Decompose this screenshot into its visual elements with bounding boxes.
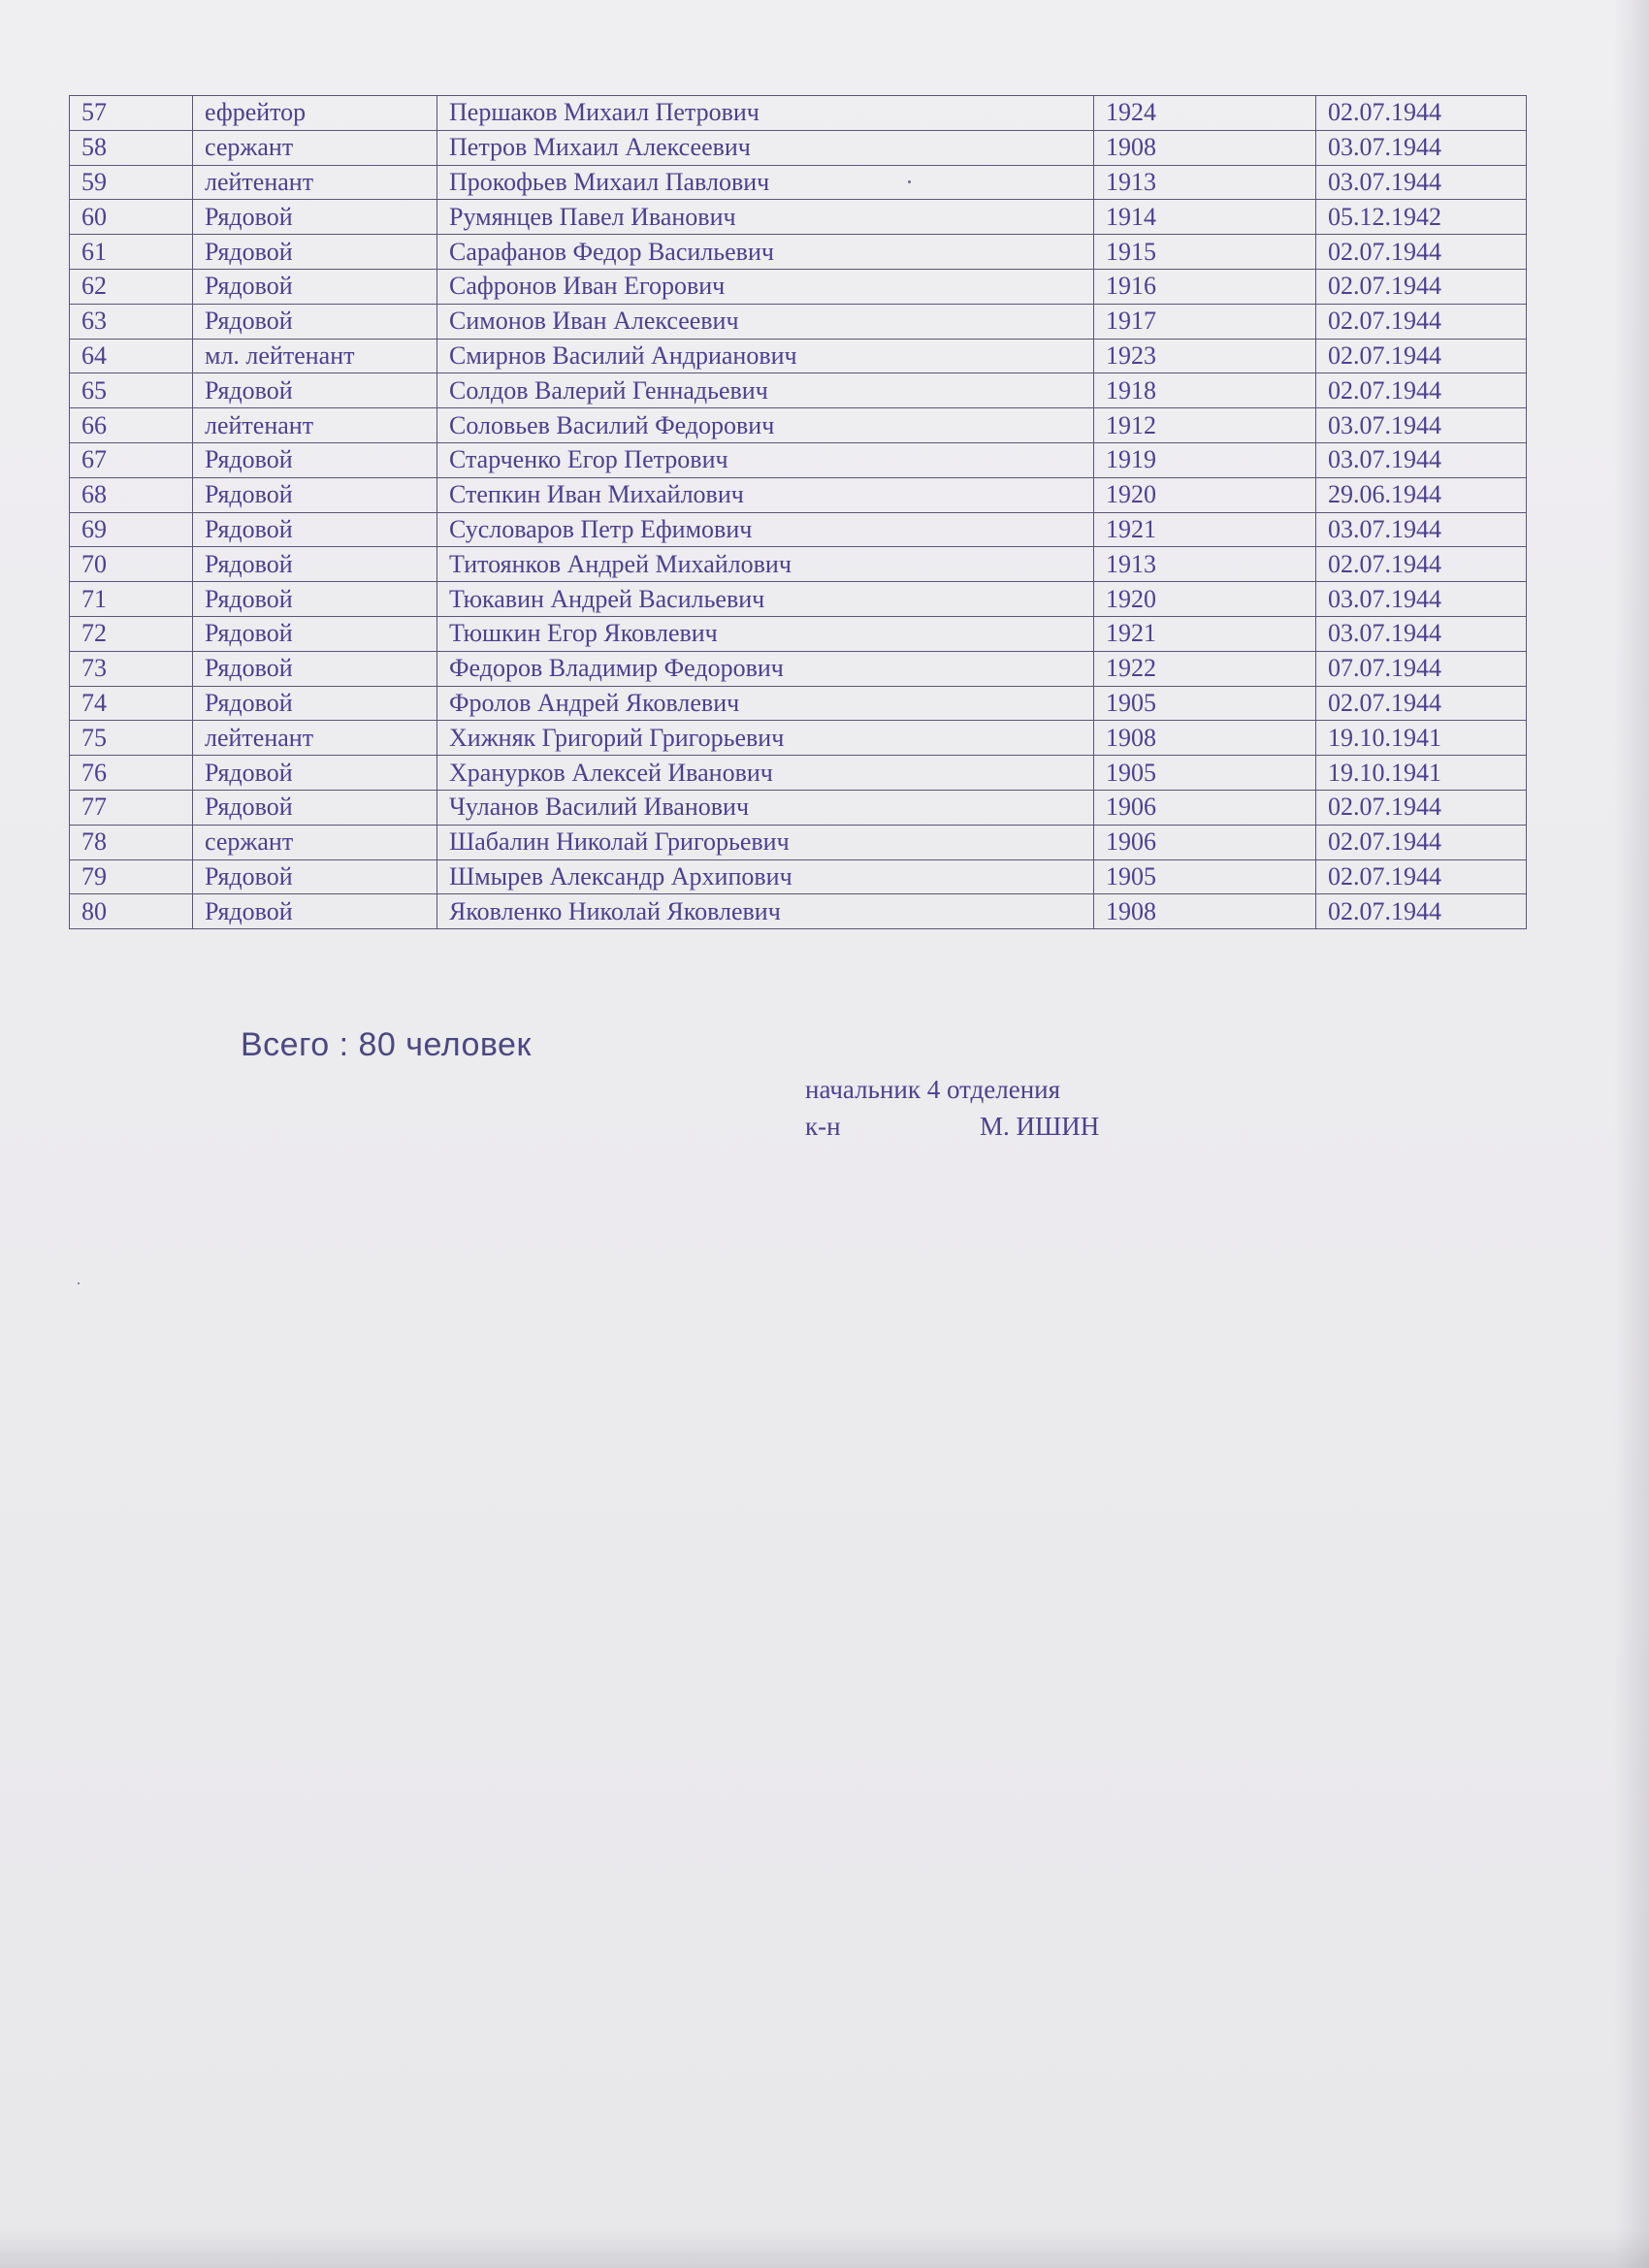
cell-birth-year: 1920: [1094, 582, 1316, 617]
cell-full-name: Хранурков Алексей Иванович: [437, 756, 1094, 791]
paper-speck: [908, 180, 911, 183]
cell-birth-year: 1916: [1094, 269, 1316, 304]
cell-rank: Рядовой: [193, 894, 437, 929]
cell-birth-year: 1919: [1094, 442, 1316, 477]
cell-date: 02.07.1944: [1316, 859, 1527, 894]
cell-rank: мл. лейтенант: [193, 339, 437, 373]
cell-birth-year: 1908: [1094, 130, 1316, 165]
cell-rank: Рядовой: [193, 512, 437, 547]
table-row: [70, 859, 1527, 894]
cell-full-name: Титоянков Андрей Михайлович: [437, 547, 1094, 582]
cell-number: 77: [70, 790, 193, 825]
cell-date: 02.07.1944: [1316, 339, 1527, 373]
cell-date: 07.07.1944: [1316, 651, 1527, 686]
cell-number: 73: [70, 651, 193, 686]
cell-rank: Рядовой: [193, 477, 437, 512]
table-row: [70, 721, 1527, 756]
cell-full-name: Шабалин Николай Григорьевич: [437, 825, 1094, 859]
cell-full-name: Симонов Иван Алексеевич: [437, 304, 1094, 339]
cell-full-name: Смирнов Василий Андрианович: [437, 339, 1094, 373]
table-row: [70, 165, 1527, 200]
cell-full-name: Петров Михаил Алексеевич: [437, 130, 1094, 165]
table-row: [70, 512, 1527, 547]
table-row: [70, 373, 1527, 408]
cell-rank: Рядовой: [193, 859, 437, 894]
signature-rank: к-н: [805, 1112, 841, 1141]
cell-full-name: Румянцев Павел Иванович: [437, 200, 1094, 235]
cell-number: 64: [70, 339, 193, 373]
personnel-roster-table: [69, 95, 1527, 929]
cell-rank: Рядовой: [193, 442, 437, 477]
cell-date: 03.07.1944: [1316, 408, 1527, 443]
cell-date: 03.07.1944: [1316, 442, 1527, 477]
table-row: [70, 442, 1527, 477]
cell-birth-year: 1922: [1094, 651, 1316, 686]
cell-full-name: Фролов Андрей Яковлевич: [437, 686, 1094, 721]
cell-birth-year: 1912: [1094, 408, 1316, 443]
cell-birth-year: 1905: [1094, 859, 1316, 894]
cell-birth-year: 1905: [1094, 686, 1316, 721]
cell-date: 29.06.1944: [1316, 477, 1527, 512]
cell-number: 65: [70, 373, 193, 408]
cell-full-name: Яковленко Николай Яковлевич: [437, 894, 1094, 929]
signature-name: М. ИШИН: [980, 1112, 1100, 1141]
cell-rank: Рядовой: [193, 269, 437, 304]
cell-date: 05.12.1942: [1316, 200, 1527, 235]
cell-rank: Рядовой: [193, 235, 437, 270]
cell-date: 02.07.1944: [1316, 547, 1527, 582]
table-row: [70, 96, 1527, 131]
cell-rank: сержант: [193, 825, 437, 859]
cell-birth-year: 1920: [1094, 477, 1316, 512]
cell-number: 58: [70, 130, 193, 165]
table-row: [70, 130, 1527, 165]
table-row: [70, 477, 1527, 512]
cell-rank: Рядовой: [193, 304, 437, 339]
cell-birth-year: 1918: [1094, 373, 1316, 408]
cell-number: 57: [70, 96, 193, 131]
cell-rank: сержант: [193, 130, 437, 165]
cell-number: 76: [70, 756, 193, 791]
cell-birth-year: 1906: [1094, 825, 1316, 859]
cell-number: 70: [70, 547, 193, 582]
cell-birth-year: 1908: [1094, 894, 1316, 929]
table-row: [70, 756, 1527, 791]
cell-date: 03.07.1944: [1316, 616, 1527, 651]
cell-birth-year: 1914: [1094, 200, 1316, 235]
table-row: [70, 304, 1527, 339]
cell-full-name: Першаков Михаил Петрович: [437, 96, 1094, 131]
cell-rank: Рядовой: [193, 756, 437, 791]
cell-number: 59: [70, 165, 193, 200]
table-row: [70, 825, 1527, 859]
cell-full-name: Шмырев Александр Архипович: [437, 859, 1094, 894]
table-row: [70, 200, 1527, 235]
roster-table-body: [70, 96, 1527, 929]
cell-date: 19.10.1941: [1316, 721, 1527, 756]
cell-date: 03.07.1944: [1316, 165, 1527, 200]
table-row: [70, 408, 1527, 443]
cell-birth-year: 1908: [1094, 721, 1316, 756]
cell-number: 63: [70, 304, 193, 339]
cell-rank: Рядовой: [193, 651, 437, 686]
table-row: [70, 651, 1527, 686]
table-row: [70, 339, 1527, 373]
cell-date: 03.07.1944: [1316, 582, 1527, 617]
cell-full-name: Прокофьев Михаил Павлович: [437, 165, 1094, 200]
cell-number: 69: [70, 512, 193, 547]
cell-full-name: Федоров Владимир Федорович: [437, 651, 1094, 686]
cell-birth-year: 1923: [1094, 339, 1316, 373]
cell-full-name: Сарафанов Федор Васильевич: [437, 235, 1094, 270]
cell-rank: лейтенант: [193, 721, 437, 756]
cell-number: 71: [70, 582, 193, 617]
cell-full-name: Степкин Иван Михайлович: [437, 477, 1094, 512]
cell-rank: ефрейтор: [193, 96, 437, 131]
cell-date: 02.07.1944: [1316, 894, 1527, 929]
cell-rank: лейтенант: [193, 408, 437, 443]
cell-birth-year: 1905: [1094, 756, 1316, 791]
cell-number: 66: [70, 408, 193, 443]
cell-rank: Рядовой: [193, 582, 437, 617]
cell-number: 61: [70, 235, 193, 270]
cell-birth-year: 1913: [1094, 547, 1316, 582]
cell-date: 02.07.1944: [1316, 269, 1527, 304]
table-row: [70, 686, 1527, 721]
cell-full-name: Сусловаров Петр Ефимович: [437, 512, 1094, 547]
cell-date: 19.10.1941: [1316, 756, 1527, 791]
cell-number: 60: [70, 200, 193, 235]
table-row: [70, 616, 1527, 651]
cell-date: 02.07.1944: [1316, 235, 1527, 270]
cell-rank: Рядовой: [193, 547, 437, 582]
cell-number: 74: [70, 686, 193, 721]
cell-full-name: Соловьев Василий Федорович: [437, 408, 1094, 443]
cell-date: 03.07.1944: [1316, 512, 1527, 547]
cell-birth-year: 1921: [1094, 512, 1316, 547]
cell-full-name: Солдов Валерий Геннадьевич: [437, 373, 1094, 408]
cell-date: 03.07.1944: [1316, 130, 1527, 165]
cell-date: 02.07.1944: [1316, 825, 1527, 859]
cell-full-name: Чуланов Василий Иванович: [437, 790, 1094, 825]
cell-date: 02.07.1944: [1316, 686, 1527, 721]
cell-number: 80: [70, 894, 193, 929]
cell-rank: Рядовой: [193, 373, 437, 408]
cell-rank: Рядовой: [193, 200, 437, 235]
cell-number: 68: [70, 477, 193, 512]
cell-rank: лейтенант: [193, 165, 437, 200]
cell-full-name: Тюкавин Андрей Васильевич: [437, 582, 1094, 617]
page-edge-shadow: [1614, 0, 1649, 2268]
cell-full-name: Тюшкин Егор Яковлевич: [437, 616, 1094, 651]
table-row: [70, 235, 1527, 270]
cell-birth-year: 1915: [1094, 235, 1316, 270]
cell-birth-year: 1924: [1094, 96, 1316, 131]
cell-rank: Рядовой: [193, 686, 437, 721]
cell-date: 02.07.1944: [1316, 373, 1527, 408]
cell-number: 79: [70, 859, 193, 894]
total-count: Всего : 80 человек: [241, 1026, 532, 1063]
cell-birth-year: 1917: [1094, 304, 1316, 339]
table-row: [70, 547, 1527, 582]
signature-title: начальник 4 отделения: [805, 1075, 1061, 1104]
page-bottom-shadow: [0, 2229, 1649, 2268]
cell-full-name: Старченко Егор Петрович: [437, 442, 1094, 477]
cell-birth-year: 1921: [1094, 616, 1316, 651]
cell-date: 02.07.1944: [1316, 96, 1527, 131]
cell-number: 72: [70, 616, 193, 651]
cell-rank: Рядовой: [193, 790, 437, 825]
table-row: [70, 894, 1527, 929]
cell-date: 02.07.1944: [1316, 790, 1527, 825]
cell-full-name: Сафронов Иван Егорович: [437, 269, 1094, 304]
cell-number: 75: [70, 721, 193, 756]
table-row: [70, 582, 1527, 617]
cell-full-name: Хижняк Григорий Григорьевич: [437, 721, 1094, 756]
paper-speck: [78, 1282, 80, 1284]
cell-rank: Рядовой: [193, 616, 437, 651]
cell-number: 67: [70, 442, 193, 477]
cell-birth-year: 1913: [1094, 165, 1316, 200]
cell-date: 02.07.1944: [1316, 304, 1527, 339]
cell-number: 78: [70, 825, 193, 859]
table-row: [70, 269, 1527, 304]
table-row: [70, 790, 1527, 825]
cell-number: 62: [70, 269, 193, 304]
cell-birth-year: 1906: [1094, 790, 1316, 825]
